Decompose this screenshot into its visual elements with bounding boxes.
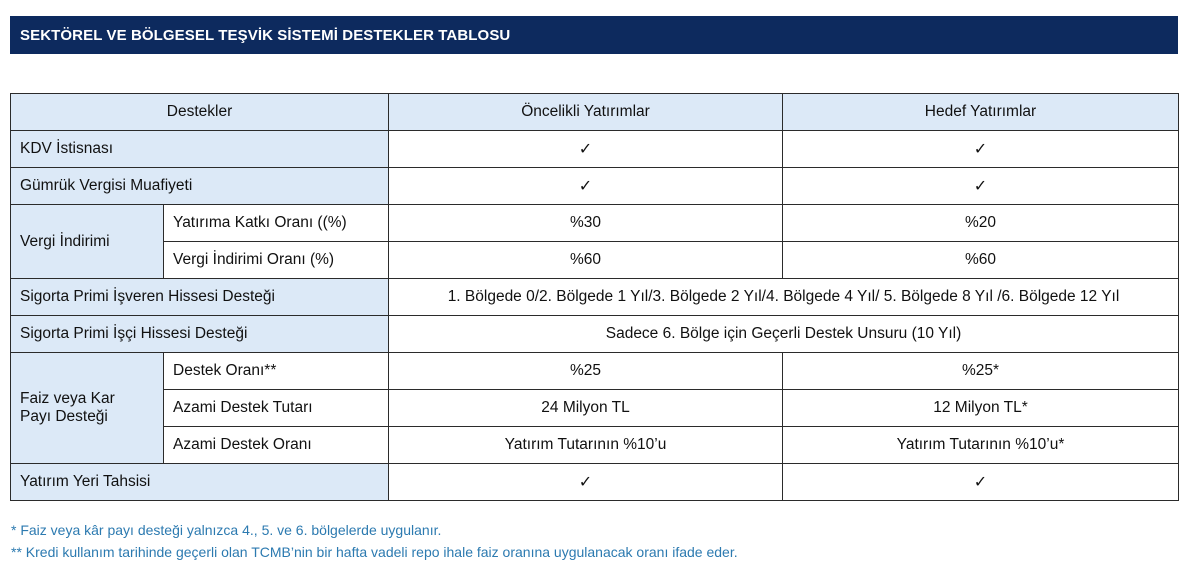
row-faiz-oran [11, 353, 1179, 390]
row-sigorta-isci [11, 316, 1179, 353]
row-label: Vergi İndirimi [11, 205, 164, 279]
cell-value: %25* [783, 353, 1179, 390]
row-yer [11, 464, 1179, 501]
header-hedef: Hedef Yatırımlar [783, 94, 1179, 131]
page-title [10, 16, 1178, 54]
footnote-1: * Faiz veya kâr payı desteği yalnızca 4., 5. ve 6. bölgelerde uygulanır. [11, 522, 442, 538]
cell-value: %60 [783, 242, 1179, 279]
page-title-text: SEKTÖREL VE BÖLGESEL TEŞVİK SİSTEMİ DESTEKLER TABLOSU [20, 26, 511, 44]
row-label: Gümrük Vergisi Muafiyeti [11, 168, 389, 205]
sub-label: Azami Destek Tutarı [164, 390, 389, 427]
row-vergi-katki [11, 205, 1179, 242]
cell-value: 24 Milyon TL [389, 390, 783, 427]
cell-value: Yatırım Tutarının %10’u* [783, 427, 1179, 464]
sub-label: Yatırıma Katkı Oranı ((%) [164, 205, 389, 242]
row-label: Sigorta Primi İşçi Hissesi Desteği [11, 316, 389, 353]
cell-value: %20 [783, 205, 1179, 242]
row-label: Sigorta Primi İşveren Hissesi Desteği [11, 279, 389, 316]
checkmark-icon: ✓ [389, 168, 783, 205]
checkmark-icon: ✓ [783, 168, 1179, 205]
row-gumruk [11, 168, 1179, 205]
sub-label: Destek Oranı** [164, 353, 389, 390]
header-oncelikli: Öncelikli Yatırımlar [389, 94, 783, 131]
cell-value: 1. Bölgede 0/2. Bölgede 1 Yıl/3. Bölgede 2 Yıl/4. Bölgede 4 Yıl/ 5. Bölgede 8 Yıl /6. Bölgede 12 Yıl [389, 279, 1179, 316]
sub-label: Azami Destek Oranı [164, 427, 389, 464]
row-label: Faiz veya Kar Payı Desteği [11, 353, 164, 464]
header-row [11, 94, 1179, 131]
footnotes [11, 519, 738, 563]
checkmark-icon: ✓ [389, 464, 783, 501]
checkmark-icon: ✓ [783, 464, 1179, 501]
cell-value: Sadece 6. Bölge için Geçerli Destek Unsuru (10 Yıl) [389, 316, 1179, 353]
row-faiz-azami-oran [11, 427, 1179, 464]
cell-value: Yatırım Tutarının %10’u [389, 427, 783, 464]
header-destekler: Destekler [11, 94, 389, 131]
row-label: KDV İstisnası [11, 131, 389, 168]
row-kdv [11, 131, 1179, 168]
checkmark-icon: ✓ [783, 131, 1179, 168]
sub-label: Vergi İndirimi Oranı (%) [164, 242, 389, 279]
cell-value: %60 [389, 242, 783, 279]
row-vergi-indirim [11, 242, 1179, 279]
incentives-table [10, 93, 1179, 501]
footnote-2: ** Kredi kullanım tarihinde geçerli olan TCMB’nin bir hafta vadeli repo ihale faiz oranına uygulanacak oranı ifade eder. [11, 544, 738, 560]
cell-value: %30 [389, 205, 783, 242]
cell-value: %25 [389, 353, 783, 390]
row-sigorta-isveren [11, 279, 1179, 316]
row-label: Yatırım Yeri Tahsisi [11, 464, 389, 501]
row-faiz-tutar [11, 390, 1179, 427]
checkmark-icon: ✓ [389, 131, 783, 168]
cell-value: 12 Milyon TL* [783, 390, 1179, 427]
